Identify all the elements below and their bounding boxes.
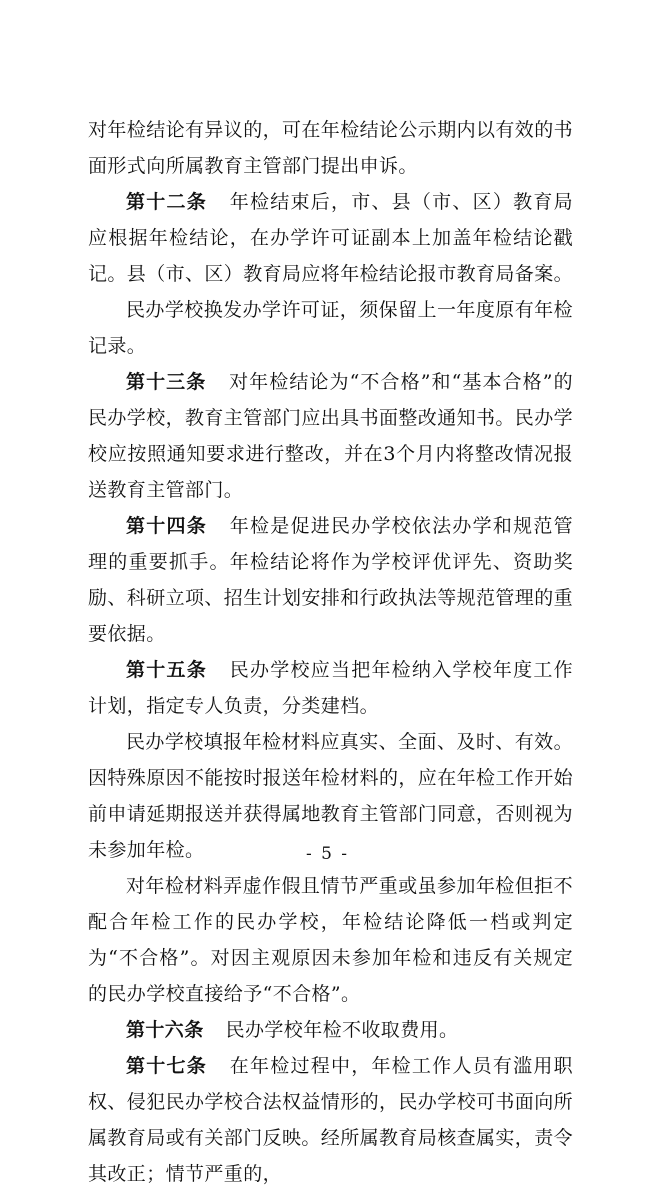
article-number: 第十三条 [126,371,207,393]
paragraph-license-renewal [88,292,573,364]
article-text: 在年检过程中，年检工作人员有滥用职权、侵犯民办学校合法权益情形的，民办学校可书面向所属教育局或有关部门反映。经所属教育局核查属实，责令其改正；情节严重的， [88,1055,574,1185]
paragraph-text: 民办学校填报年检材料应真实、全面、及时、有效。因特殊原因不能按时报送年检材料的，应在年检工作开始前申请延期报送并获得属地教育主管部门同意，否则视为未参加年检。 [88,731,574,861]
paragraph-text: 对年检结论有异议的，可在年检结论公示期内以有效的书面形式向所属教育主管部门提出申诉。 [88,119,574,177]
article-17 [88,1048,573,1192]
article-text: 年检是促进民办学校依法办学和规范管理的重要抓手。年检结论将作为学校评优评先、资助奖励、科研立项、招生计划安排和行政执法等规范管理的重要依据。 [88,515,574,645]
article-15 [88,652,573,724]
paragraph-text: 民办学校换发办学许可证，须保留上一年度原有年检记录。 [88,299,573,357]
paragraph-falsification [88,868,573,1012]
article-text: 对年检结论为“不合格”和“基本合格”的民办学校，教育主管部门应出具书面整改通知书。民办学校应按照通知要求进行整改，并在3个月内将整改情况报送教育主管部门。 [88,371,574,501]
article-text: 民办学校应当把年检纳入学校年度工作计划，指定专人负责，分类建档。 [88,659,573,717]
document-body [88,112,573,1192]
article-16 [88,1012,573,1048]
paragraph-appeal [88,112,573,184]
article-number: 第十六条 [126,1019,204,1041]
article-12 [88,184,573,292]
paragraph-text: 对年检材料弄虚作假且情节严重或虽参加年检但拒不配合年检工作的民办学校，年检结论降低一档或判定为“不合格”。对因主观原因未参加年检和违反有关规定的民办学校直接给予“不合格”。 [88,875,573,1005]
article-14 [88,508,573,652]
article-number: 第十四条 [126,515,207,537]
article-number: 第十七条 [126,1055,207,1077]
article-number: 第十二条 [126,191,207,213]
article-text: 民办学校年检不收取费用。 [225,1019,459,1041]
article-number: 第十五条 [126,659,207,681]
article-13 [88,364,573,508]
page-number: - 5 - [305,844,350,864]
article-text: 年检结束后，市、县（市、区）教育局应根据年检结论，在办学许可证副本上加盖年检结论戳记。县（市、区）教育局应将年检结论报市教育局备案。 [88,191,574,285]
